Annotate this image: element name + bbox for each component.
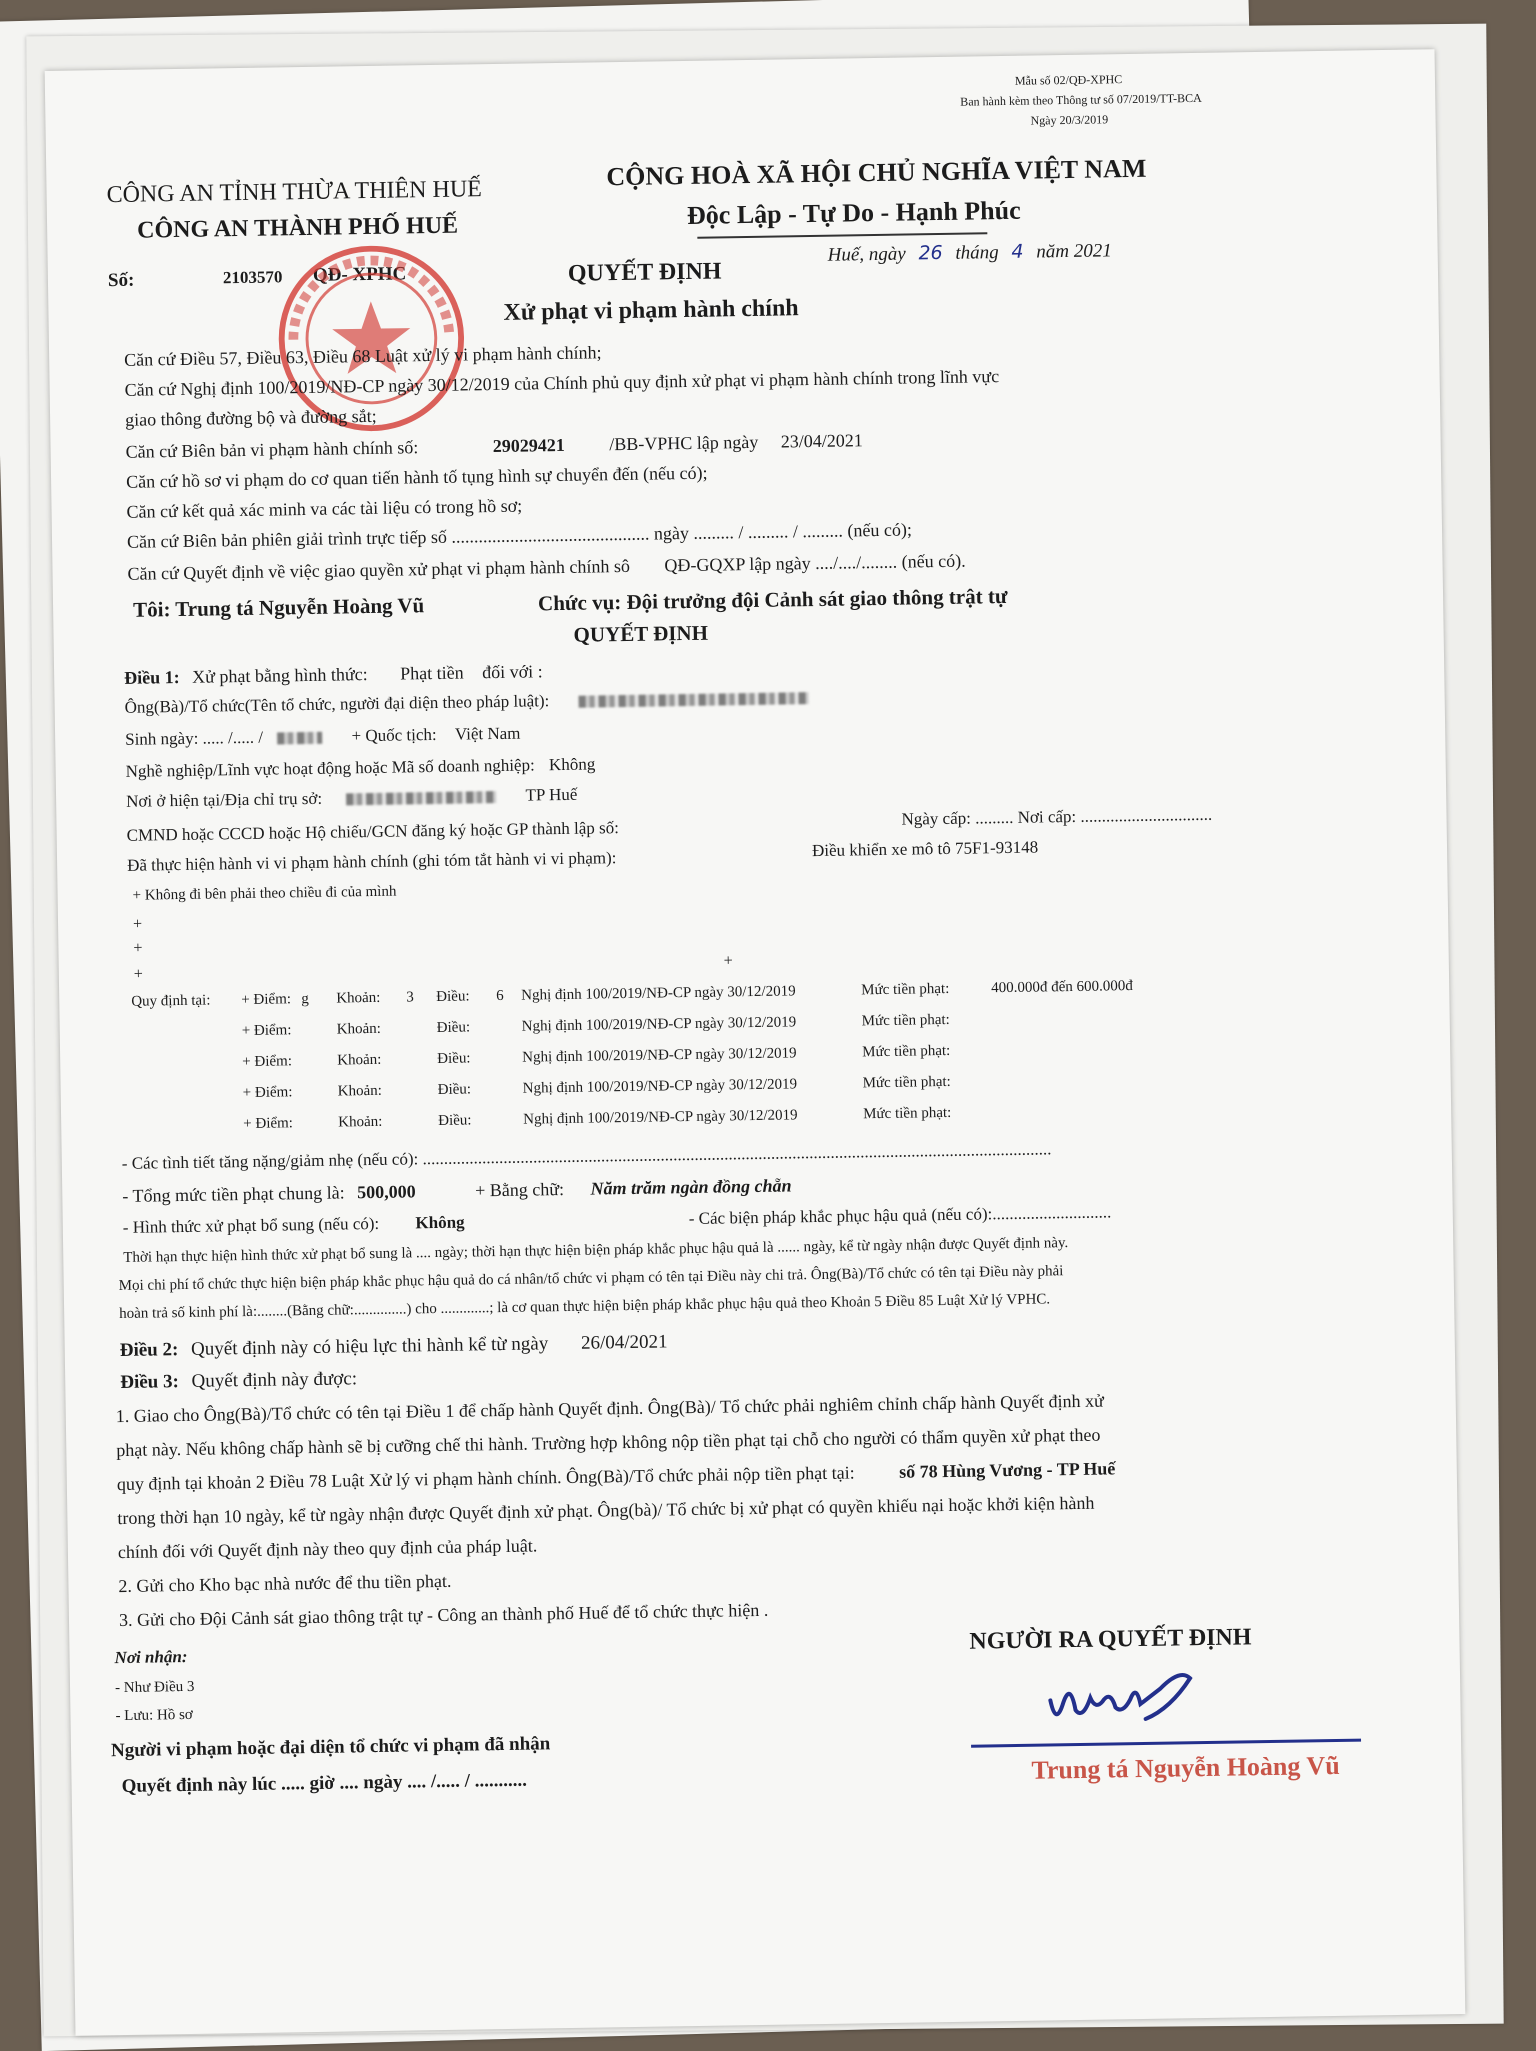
giao-quyen-label: Căn cứ Quyết định về việc giao quyền xử phạt vi phạm hành chính sô (127, 555, 631, 584)
birthdate-label: Sinh ngày: ..... /..... / (125, 727, 264, 749)
regulation-row (132, 1043, 950, 1073)
article-3-para-3: quy định tại khoản 2 Điều 78 Luật Xử lý vi phạm hành chính. Ông(Bà)/Tổ chức phải nộp tiền phạt tại: (116, 1462, 855, 1495)
redacted-name (578, 692, 808, 708)
giao-quyen-tail: QĐ-GQXP lập ngày ..../..../........ (nếu có). (664, 550, 966, 576)
total-fine-line (122, 1175, 792, 1207)
violation-summary-value: Điều khiển xe mô tô 75F1-93148 (811, 837, 1039, 861)
document-subtitle: Xử phạt vi phạm hành chính (503, 295, 799, 326)
basis-line-5: Căn cứ kết quả xác minh va các tài liệu có trong hồ sơ; (126, 495, 523, 522)
violator-name-line (125, 687, 809, 718)
regulation-prefix (132, 1066, 242, 1068)
so-label: Số: (107, 269, 135, 292)
decision-number: 2103570 (222, 267, 283, 288)
article-3-para-5: chính đối với Quyết định này theo quy định của pháp luật. (117, 1535, 538, 1563)
note-line-1: Thời hạn thực hiện hình thức xử phạt bổ sung là .... ngày; thời hạn thực hiện biện pháp khắc phục hậu quả là ...... ngày, kể từ ngày nhận được Quyết định này. (123, 1235, 1069, 1266)
violation-item-5: + (723, 952, 733, 970)
signature-scribble (1040, 1657, 1241, 1740)
khoan-label: Khoản: (337, 1051, 382, 1069)
id-document-label: CMND hoặc CCCD hoặc Hộ chiếu/GCN đăng ký hoặc GP thành lập số: (126, 818, 620, 845)
decision-number-suffix: QĐ- XPHC (312, 263, 407, 286)
diem-label: + Điểm: (243, 1115, 294, 1133)
remedial-measures: - Các biện pháp khắc phục hậu quả (nếu có):............................ (688, 1202, 1112, 1229)
issue-date-place: Ngày cấp: ......... Nơi cấp: ............................... (901, 804, 1213, 829)
additional-penalty-value: Không (415, 1212, 465, 1233)
agency-name: CÔNG AN TỈNH THỪA THIÊN HUẾ (106, 176, 483, 209)
diem-label: + Điểm: (242, 1084, 293, 1102)
effective-date: 26/04/2021 (580, 1331, 668, 1354)
recipient-2: - Lưu: Hồ sơ (115, 1706, 193, 1725)
khoan-label: Khoản: (336, 1020, 382, 1038)
note-line-2: Mọi chi phí tổ chức thực hiện biện pháp khắc phục hậu quả do cá nhân/tổ chức vi phạm có tên tại Điều này chi trả. Ông(Bà)/Tổ chức có tên tại Điều này phải (118, 1263, 1064, 1295)
article-1-line (124, 661, 543, 689)
nationality-label: + Quốc tịch: (351, 724, 437, 746)
address-city: TP Huế (525, 784, 578, 805)
violation-item-1: + Không đi bên phải theo chiều đi của mình (132, 883, 397, 904)
article-1-fine: Phạt tiền (399, 662, 464, 684)
article-2-line (120, 1331, 668, 1362)
regulation-row (133, 1105, 951, 1135)
bienban-number: 29029421 (492, 434, 565, 457)
bienban-line (125, 430, 862, 463)
article-3-para-4: trong thời hạn 10 ngày, kể từ ngày nhận được Quyết định xử phạt. Ông(bà)/ Tổ chức bị xử phạt có quyền khiếu nại hoặc khởi kiện hành (117, 1492, 1095, 1529)
aggravating-factors: - Các tình tiết tăng nặng/giảm nhẹ (nếu có): .................................................................................................................................................... (121, 1139, 1052, 1173)
occupation-value: Không (548, 754, 596, 775)
fine-range-label: Mức tiền phạt: (862, 1073, 951, 1092)
decision-heading: QUYẾT ĐỊNH (573, 620, 709, 647)
recipients-title: Nơi nhận: (114, 1646, 188, 1668)
regulation-prefix (133, 1128, 243, 1130)
payment-place: số 78 Hùng Vương - TP Huế (898, 1458, 1116, 1482)
khoan-label: Khoản: (338, 1113, 383, 1131)
in-words-value: Năm trăm ngàn đồng chẵn (590, 1175, 792, 1199)
article-2-text: Quyết định này có hiệu lực thi hành kể từ ngày (190, 1333, 549, 1360)
form-issuance: Ban hành kèm theo Thông tư số 07/2019/TT-BCA (960, 90, 1202, 109)
giao-quyen-line (127, 551, 965, 585)
handwritten-month: 4 (1011, 240, 1024, 263)
regulation-prefix (132, 1035, 242, 1037)
diem-label: + Điểm: (241, 1022, 292, 1040)
bienban-label: Căn cứ Biên bản vi phạm hành chính số: (125, 437, 419, 462)
decree-ref: Nghị định 100/2019/NĐ-CP ngày 30/12/2019 (521, 1014, 797, 1035)
bienban-suffix: /BB-VPHC lập ngày (609, 431, 759, 455)
signer-name: Trung tá Nguyễn Hoàng Vũ (1031, 1750, 1340, 1785)
regulation-row (131, 978, 1133, 1011)
nationality-value: Việt Nam (454, 723, 521, 744)
recipient-1: - Như Điều 3 (114, 1678, 195, 1697)
national-motto: Độc Lập - Tự Do - Hạnh Phúc (686, 195, 1021, 230)
unit-name: CÔNG AN THÀNH PHỐ HUẾ (136, 212, 459, 244)
fine-range-label: Mức tiền phạt: (862, 1042, 951, 1061)
basis-line-1: Căn cứ Điều 57, Điều 63, Điều 68 Luật xử lý vi phạm hành chính; (124, 342, 602, 370)
officer-position: Chức vụ: Đội trưởng đội Cảnh sát giao thông trật tự (537, 583, 1008, 616)
dieu-label: Điều: (436, 1019, 471, 1036)
fine-range-label: Mức tiền phạt: (861, 1011, 950, 1030)
basis-line-4: Căn cứ hồ sơ vi phạm do cơ quan tiến hành tố tụng hình sự chuyển đến (nếu có); (125, 462, 708, 492)
additional-penalty-line (123, 1202, 1112, 1238)
occupation-label: Nghề nghiệp/Lĩnh vực hoạt động hoặc Mã số doanh nghiệp: (125, 755, 535, 781)
year-label: năm 2021 (1036, 240, 1112, 263)
place-date (827, 239, 1111, 266)
dieu-label: Điều: (437, 1050, 471, 1067)
article-3-para-1: 1. Giao cho Ông(Bà)/Tổ chức có tên tại Điều 1 để chấp hành Quyết định. Ông(Bà)/ Tổ chức phải nghiêm chỉnh chấp hành Quyết định xử (115, 1390, 1104, 1427)
decree-ref: Nghị định 100/2019/NĐ-CP ngày 30/12/2019 (521, 983, 796, 1004)
birthdate-line (125, 724, 521, 750)
country-name: CỘNG HOÀ XÃ HỘI CHỦ NGHĨA VIỆT NAM (606, 153, 1147, 192)
dieu-label: Điều: (438, 1112, 472, 1129)
address-label: Nơi ở hiện tại/Địa chỉ trụ sở: (125, 788, 323, 811)
motto-underline (697, 232, 987, 239)
article-1-doi-voi: đối với : (481, 661, 543, 683)
receipt-line-1: Người vi phạm hoặc đại diện tổ chức vi phạm đã nhận (110, 1733, 551, 1762)
basis-line-2: Căn cứ Nghị định 100/2019/NĐ-CP ngày 30/12/2019 của Chính phủ quy định xử phạt vi phạm hành chính trong lĩnh vực (124, 366, 1000, 400)
basis-line-3: giao thông đường bộ và đường sắt; (124, 405, 377, 430)
regulation-prefix (133, 1097, 243, 1099)
diem-label: + Điểm: (242, 1053, 293, 1071)
diem-label: + Điểm: (241, 991, 292, 1009)
signature-line (971, 1739, 1361, 1748)
basis-line-6: Căn cứ Biên bản phiên giải trình trực tiếp số ............................................ ngày ......... / ......... / ......... (nếu có); (126, 519, 913, 552)
fine-range-value: 400.000đ đến 600.000đ (991, 978, 1133, 997)
dieu-label: Điều: (436, 988, 470, 1006)
signer-title: NGƯỜI RA QUYẾT ĐỊNH (969, 1624, 1252, 1655)
violator-name-label: Ông(Bà)/Tổ chức(Tên tổ chức, người đại diện theo pháp luật): (124, 691, 550, 717)
article-3-para-2: phạt này. Nếu không chấp hành sẽ bị cưỡng chế thi hành. Trường hợp không nộp tiền phạt tại chỗ cho người có thẩm quyền xử phạt theo (116, 1424, 1101, 1461)
place-date-prefix: Huế, ngày (827, 243, 906, 266)
article-3-para-7: 3. Gửi cho Đội Cảnh sát giao thông trật tự - Công an thành phố Huế để tổ chức thực hiện . (118, 1599, 769, 1631)
article-2-label: Điều 2: (119, 1339, 179, 1362)
decision-document (45, 49, 1466, 2036)
occupation-line (126, 754, 596, 781)
fine-range-label: Mức tiền phạt: (861, 980, 950, 999)
dieu-value: 6 (496, 987, 504, 1005)
form-number: Mẫu số 02/QĐ-XPHC (1014, 72, 1123, 88)
decree-ref: Nghị định 100/2019/NĐ-CP ngày 30/12/2019 (523, 1107, 798, 1128)
note-line-3: hoàn trả số kinh phí là:........(Bằng chữ:..............) cho .............; là cơ quan thực hiện biện pháp khắc phục hậu quả theo Khoản 5 Điều 85 Luật Xử lý VPHC. (119, 1291, 1051, 1323)
address-line (126, 785, 578, 812)
khoan-value: 3 (406, 989, 414, 1006)
bienban-date: 23/04/2021 (780, 430, 863, 452)
regulation-row (133, 1074, 951, 1104)
article-3-label: Điều 3: (120, 1371, 179, 1394)
article-3-text: Quyết định này được: (191, 1368, 358, 1392)
article-1-label: Điều 1: (124, 666, 180, 688)
redacted-address (346, 791, 496, 805)
violation-item-3: + (133, 939, 143, 957)
regulation-row (132, 1012, 950, 1042)
article-3-para-3-line (117, 1458, 1116, 1495)
redacted-birth-year (277, 732, 322, 745)
violation-summary-label: Đã thực hiện hành vi vi phạm hành chính (ghi tóm tắt hành vi vi phạm): (126, 848, 617, 875)
decree-ref: Nghị định 100/2019/NĐ-CP ngày 30/12/2019 (522, 1045, 797, 1066)
article-3-line (120, 1368, 357, 1394)
dieu-label: Điều: (437, 1081, 472, 1098)
handwritten-day: 26 (918, 241, 943, 265)
form-date: Ngày 20/3/2019 (1030, 112, 1109, 128)
receipt-line-2: Quyết định này lúc ..... giờ .... ngày .... /..... / ........... (121, 1769, 528, 1798)
violation-item-2: + (132, 915, 143, 933)
officer-name: Tôi: Trung tá Nguyễn Hoàng Vũ (132, 593, 425, 622)
diem-value: g (301, 991, 309, 1008)
additional-penalty-label: - Hình thức xử phạt bổ sung (nếu có): (122, 1213, 380, 1237)
month-label: tháng (955, 242, 999, 264)
document-title: QUYẾT ĐỊNH (567, 258, 722, 287)
fine-range-label: Mức tiền phạt: (863, 1104, 952, 1123)
article-1-form: Xử phạt bằng hình thức: (192, 664, 368, 687)
khoan-label: Khoản: (336, 989, 381, 1007)
decree-ref: Nghị định 100/2019/NĐ-CP ngày 30/12/2019 (522, 1076, 798, 1097)
total-fine-value: 500,000 (357, 1181, 416, 1203)
khoan-label: Khoản: (337, 1082, 383, 1100)
regulation-prefix: Quy định tại: (131, 992, 211, 1010)
total-fine-label: - Tổng mức tiền phạt chung là: (122, 1182, 345, 1206)
article-3-para-6: 2. Gửi cho Kho bạc nhà nước để thu tiền phạt. (118, 1570, 452, 1597)
in-words-label: + Bằng chữ: (475, 1179, 565, 1201)
violation-item-4: + (133, 965, 144, 983)
